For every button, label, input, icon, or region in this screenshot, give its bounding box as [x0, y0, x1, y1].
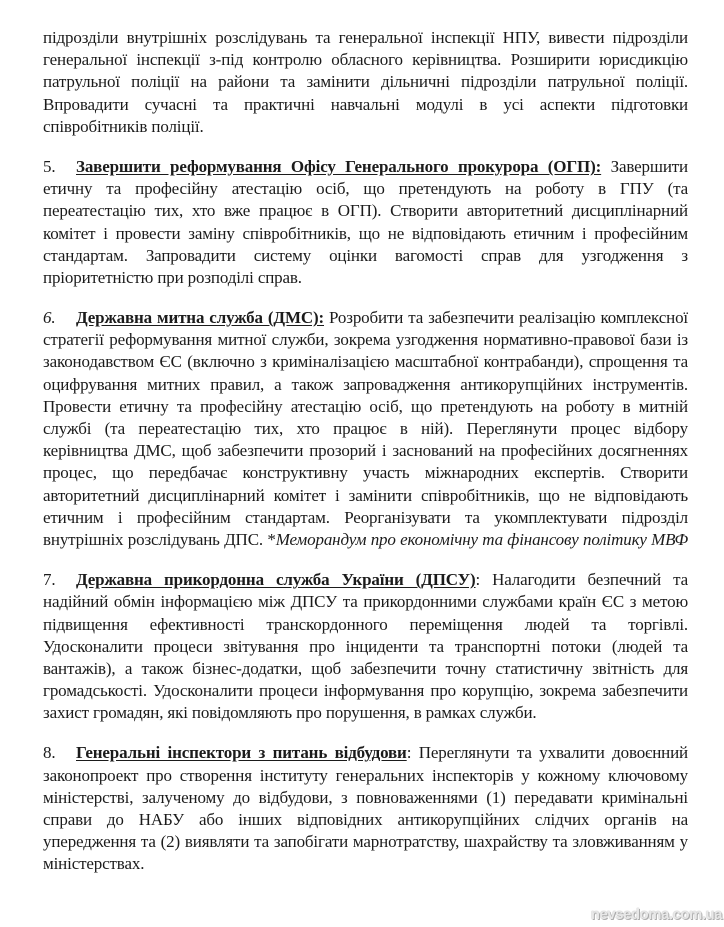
line-text: Провести етичну та професійну атестацію осіб, що претендують на роботу в митній [43, 396, 688, 416]
item-heading: Державна митна служба (ДМС): [76, 308, 324, 328]
text-line [43, 94, 688, 116]
line-text: законопроект про створення інституту генеральних інспекторів у кожному ключовому [43, 765, 688, 785]
watermark: nevsedoma.com.ua [590, 906, 722, 923]
text-line [43, 658, 688, 680]
line-text: упередження та (2) виявляти та запобігати марнотратству, шахрайству та зловживанням у [43, 832, 688, 852]
imf-memorandum-reference: Меморандум про економічну та фінансову політику МВФ [275, 529, 688, 549]
line-text: справи до НАБУ або інших відповідних антикорупційних слідчих органів на [43, 810, 688, 829]
text-line [43, 591, 688, 613]
line-text: авторитетний дисциплінарний комітет і замінити співробітників, що не відповідають [43, 485, 688, 505]
line-text: Переглянути та ухвалити довоєнний [411, 743, 688, 763]
item-heading: Генеральні інспектори з питань відбудови [76, 743, 407, 763]
text-line [43, 853, 688, 875]
line-text: внутрішніх розслідувань ДПС. * [43, 529, 276, 549]
text-line [43, 267, 688, 289]
paragraph [43, 569, 688, 724]
line-text: вантажів), а також бізнес-додатки, щоб забезпечити точну статистичну звітність для [43, 658, 688, 678]
line-text: етичним і професійним стандартам. Реорганізувати та укомплектувати підрозділ [43, 507, 688, 527]
paragraph [43, 307, 688, 551]
text-line [43, 507, 688, 529]
paragraph [43, 27, 688, 138]
text-line [43, 440, 688, 462]
text-line [43, 680, 688, 702]
line-text: підвищення ефективності транскордонного переміщення людей та торгівлі. [43, 614, 688, 634]
text-line [43, 485, 688, 507]
text-line [43, 462, 688, 484]
text-line [43, 396, 688, 418]
item-heading: Державна прикордонна служба України (ДПСУ) [76, 570, 476, 590]
text-line [43, 809, 688, 831]
line-text: міністерстві, залученому до відбудови, з повноваженнями (1) передавати кримінальні [43, 787, 688, 807]
line-text: громадськості. Удосконалити процеси інформування про корупцію, зокрема забезпечити [43, 681, 688, 701]
item-heading: Завершити реформування Офісу Генерального прокурора (ОГП): [76, 156, 602, 176]
document-page [43, 27, 688, 894]
line-text: законодавством ЄС (включно з криміналізацією масштабної контрабанди), спрощення та [43, 352, 688, 372]
text-line [43, 27, 688, 49]
text-line [43, 307, 688, 329]
line-text: генеральної інспекції з-під контролю обласного керівництва. Розширити юрисдикцію [43, 50, 688, 70]
line-text: керівництва ДМС, щоб забезпечити прозорий і заснований на професійних досягненнях [43, 441, 688, 461]
line-text: службі (та переатестацію тих, хто працює в ній). Переглянути процес відбору [43, 419, 688, 438]
text-line [43, 329, 688, 351]
line-text: Удосконалити процеси звітування про інциденти та транспортні потоки (людей та [43, 636, 688, 656]
line-text: етичну та професійну атестацію осіб, що претендують на роботу в ГПУ (та [43, 179, 688, 199]
text-line [43, 374, 688, 396]
paragraph [43, 156, 688, 289]
line-text: Розробити та забезпечити реалізацію комплексної [324, 308, 688, 328]
line-text: патрульної поліції на райони та замінити дільничні підрозділи патрульної поліції. [43, 72, 688, 92]
text-line [43, 765, 688, 787]
line-text: Впровадити сучасні та практичні навчальні модулі в усі аспекти підготовки [43, 94, 688, 114]
line-text: стандартам. Запровадити систему оцінки вагомості справ для узгодження з [43, 245, 688, 265]
line-text: переатестацію тих, хто вже працює в ОГП). Створити авторитетний дисциплінарний [43, 201, 688, 221]
heading-suffix: : [475, 570, 481, 590]
text-line [43, 529, 688, 551]
text-line [43, 223, 688, 245]
line-text: надійний обмін інформацією між ДПСУ та прикордонними службами країн ЄС з метою [43, 592, 688, 612]
text-line [43, 156, 688, 178]
text-line [43, 702, 688, 724]
text-line [43, 742, 688, 764]
text-line [43, 831, 688, 853]
text-line [43, 245, 688, 267]
line-text: процес, що передбачає конструктивну участь міжнародних експертів. Створити [43, 463, 688, 483]
item-number: 6. [43, 308, 56, 328]
line-text: захист громадян, які повідомляють про порушення, в рамках служби. [43, 703, 537, 723]
text-line [43, 49, 688, 71]
line-text: комітет і провести заміну співробітників, що не відповідають етичним і професійним [43, 223, 688, 243]
line-text: Завершити [601, 156, 688, 176]
text-line [43, 200, 688, 222]
text-line [43, 418, 688, 440]
line-text: стратегії реформування митної служби, зокрема узгодження нормативно-правової бази із [43, 330, 688, 350]
line-text: співробітників поліції. [43, 116, 204, 136]
heading-suffix: : [406, 743, 412, 763]
line-text: оцифрування митних правил, а також запровадження антикорупційних інструментів. [43, 374, 688, 394]
line-text: Налагодити безпечний та [480, 570, 688, 590]
item-number: 5. [43, 156, 56, 176]
line-text: міністерствах. [43, 854, 145, 874]
text-line [43, 636, 688, 658]
line-text: пріоритетністю при розподілі справ. [43, 267, 302, 287]
text-line [43, 351, 688, 373]
text-line [43, 569, 688, 591]
paragraph [43, 742, 688, 875]
line-text: підрозділи внутрішніх розслідувань та генеральної інспекції НПУ, вивести підрозділи [43, 28, 688, 47]
item-number: 8. [43, 743, 56, 763]
text-line [43, 116, 688, 138]
text-line [43, 71, 688, 93]
text-line [43, 178, 688, 200]
item-number: 7. [43, 570, 56, 590]
text-line [43, 787, 688, 809]
text-line [43, 614, 688, 636]
